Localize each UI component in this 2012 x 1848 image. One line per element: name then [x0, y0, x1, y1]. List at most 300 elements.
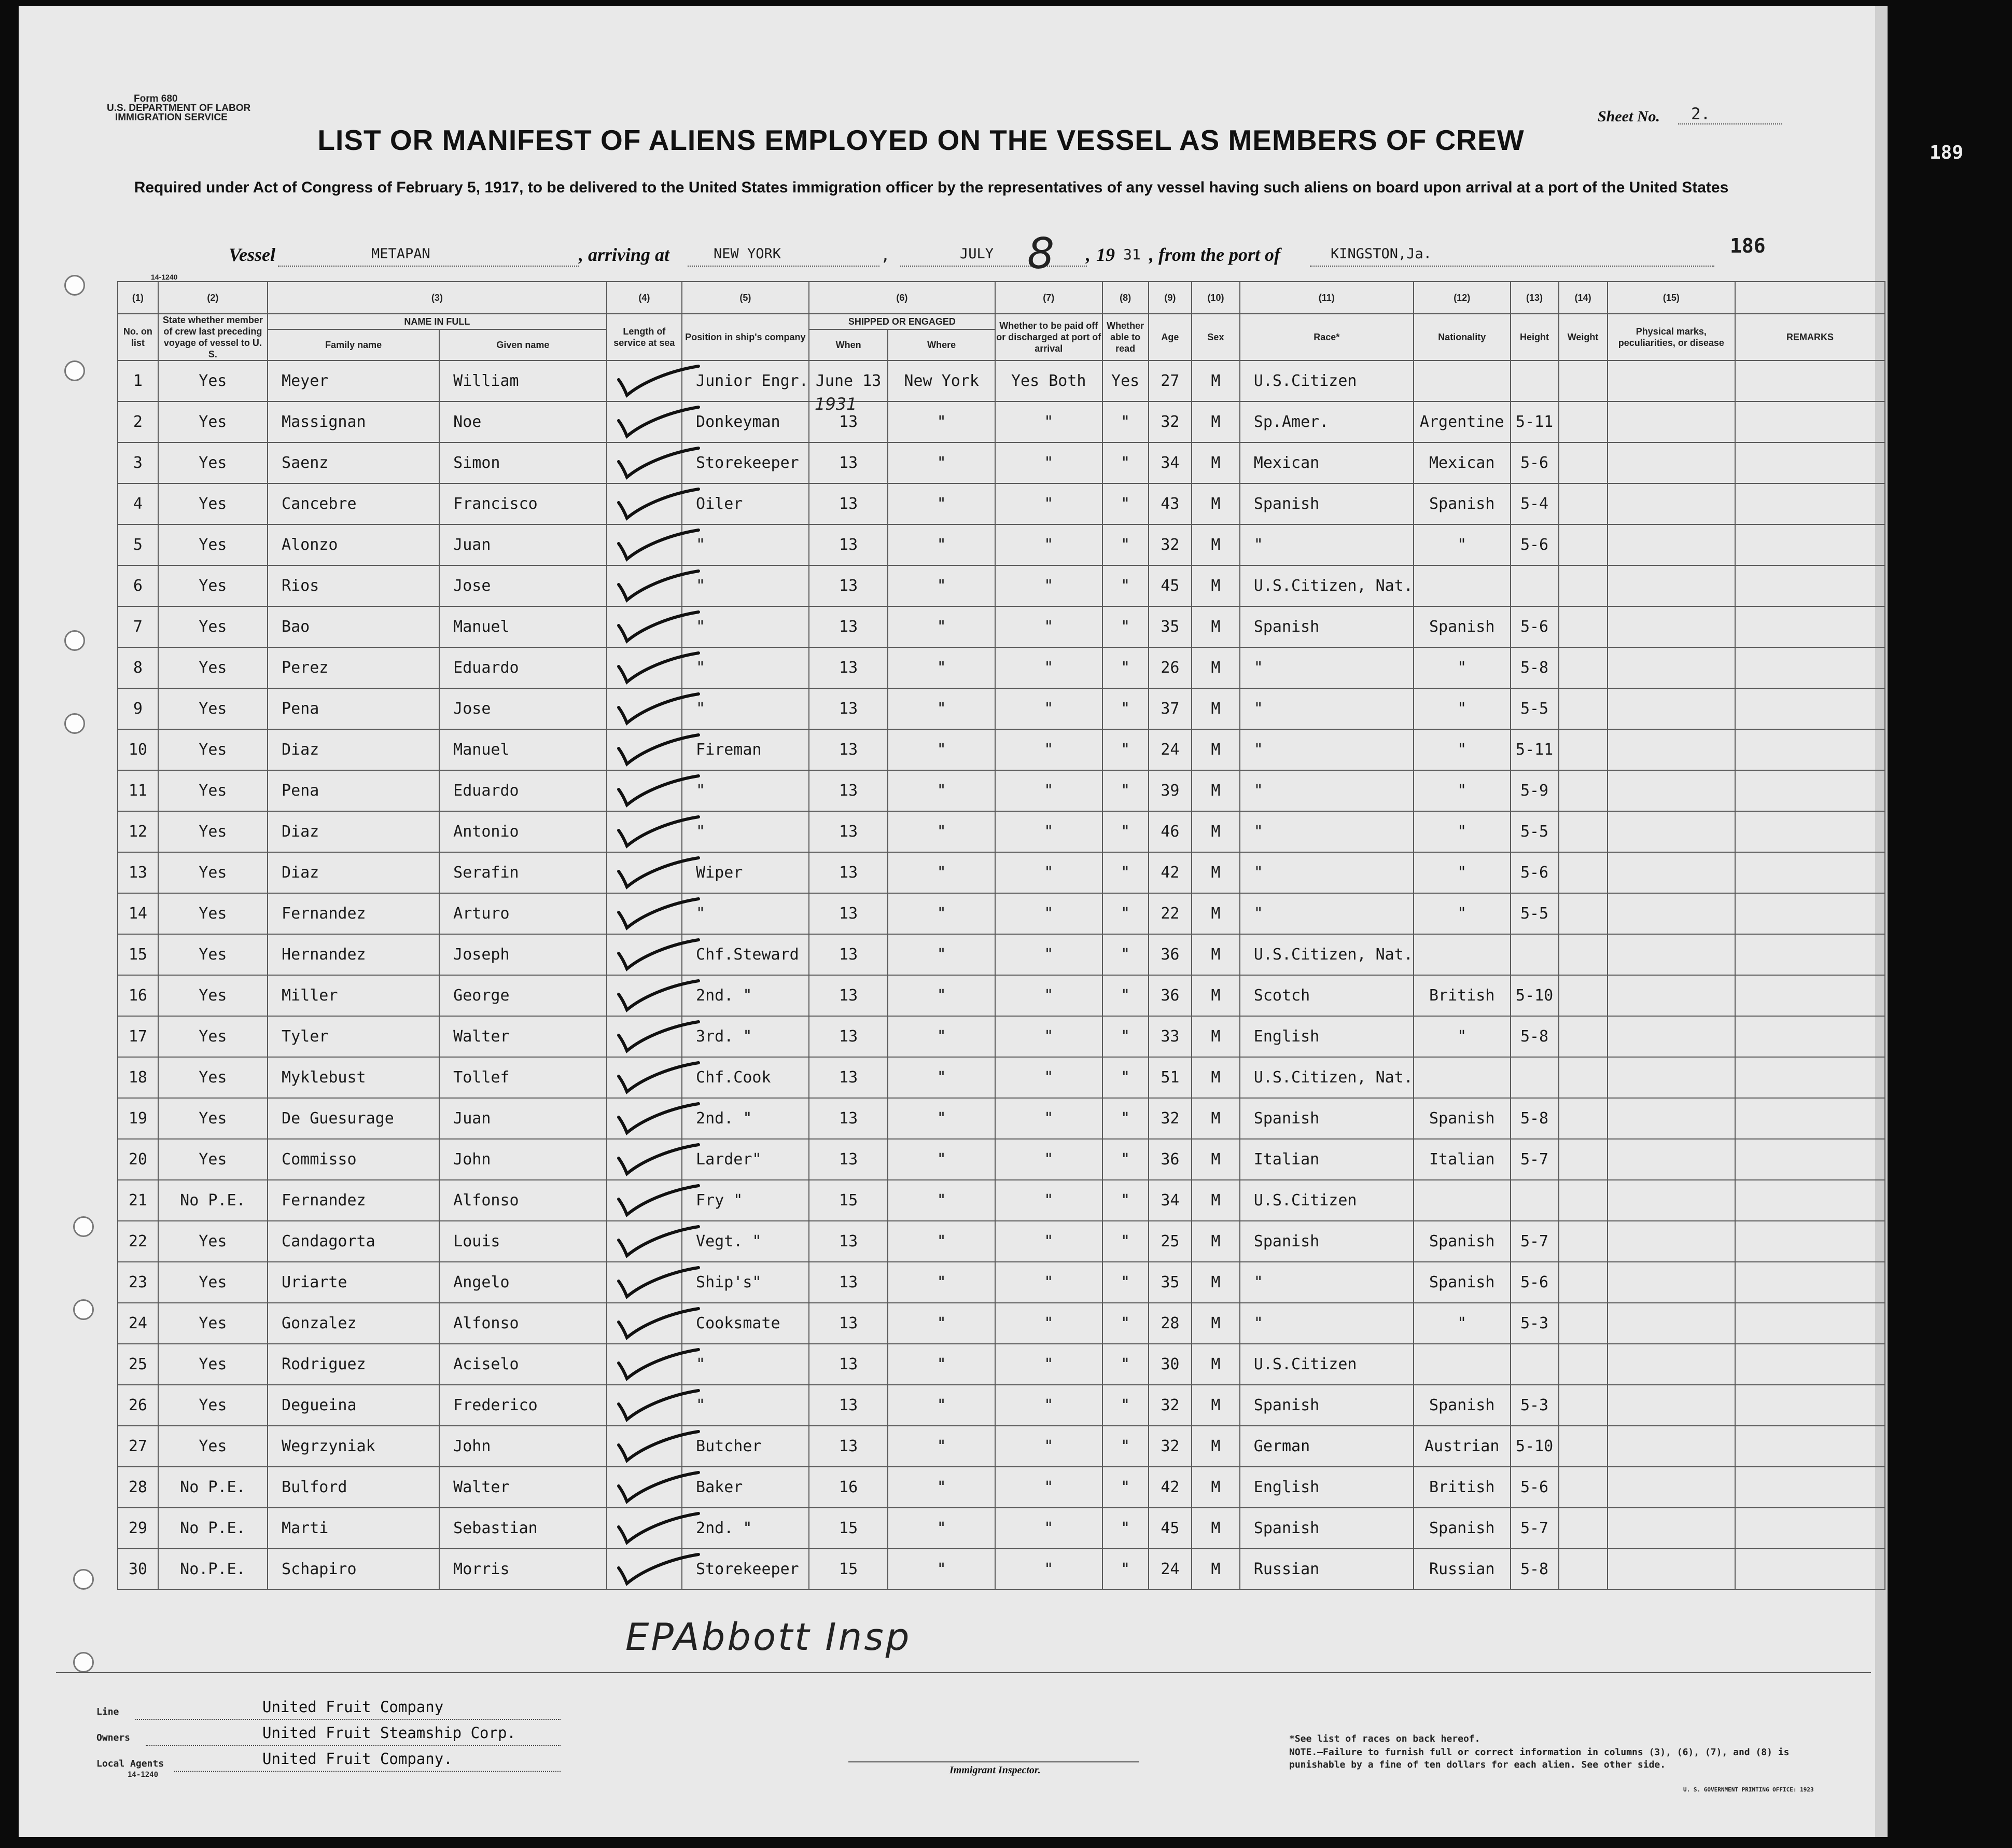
nationality-cell — [1414, 360, 1511, 401]
checkmark-icon — [609, 1469, 703, 1506]
nationality-cell: " — [1414, 688, 1511, 729]
table-row — [118, 1057, 1885, 1098]
nationality-cell: Spanish — [1414, 1385, 1511, 1426]
col-header-where: Where — [888, 329, 995, 360]
given-name-cell: Juan — [439, 524, 607, 565]
position-cell: 3rd. " — [682, 1016, 809, 1057]
remarks-cell — [1735, 729, 1885, 770]
form-service: IMMIGRATION SERVICE — [115, 112, 228, 123]
shipped-when-cell: 13 — [809, 811, 888, 852]
physical-marks-cell — [1608, 811, 1735, 852]
physical-marks-cell — [1608, 1098, 1735, 1139]
arrival-month: JULY — [960, 246, 994, 262]
row-number: 5 — [118, 524, 158, 565]
arrival-year-suffix: 31 — [1123, 246, 1141, 263]
paid-off-cell: " — [995, 934, 1102, 975]
given-name-cell: Serafin — [439, 852, 607, 893]
shipped-when-cell: 13 — [809, 1385, 888, 1426]
able-to-read-cell: " — [1102, 770, 1149, 811]
service-check-cell — [607, 811, 682, 852]
owners-label: Owners — [96, 1732, 131, 1743]
shipped-where-cell: " — [888, 647, 995, 688]
nationality-cell: " — [1414, 893, 1511, 934]
nationality-cell — [1414, 565, 1511, 606]
checkmark-icon — [609, 1305, 703, 1342]
position-cell: " — [682, 606, 809, 647]
paid-off-cell: " — [995, 1508, 1102, 1549]
given-name-cell: Morris — [439, 1549, 607, 1590]
shipped-when-cell: 13 — [809, 442, 888, 483]
stamp-number-top: 189 — [1930, 142, 1964, 163]
age-cell: 32 — [1149, 1385, 1192, 1426]
paid-off-cell: " — [995, 893, 1102, 934]
position-cell: Cooksmate — [682, 1303, 809, 1344]
family-name-cell: Commisso — [268, 1139, 439, 1180]
service-check-cell — [607, 1344, 682, 1385]
service-check-cell — [607, 729, 682, 770]
col-header-physical: Physical marks, peculiarities, or disease — [1608, 314, 1735, 360]
table-row — [118, 606, 1885, 647]
shipped-where-cell: " — [888, 1139, 995, 1180]
nationality-cell: Mexican — [1414, 442, 1511, 483]
paid-off-cell: " — [995, 1016, 1102, 1057]
prev-voyage-cell: Yes — [158, 483, 268, 524]
shipped-where-cell: " — [888, 811, 995, 852]
row-number: 28 — [118, 1467, 158, 1508]
shipped-when-cell: 13 — [809, 1098, 888, 1139]
col-num-12: (12) — [1414, 282, 1511, 314]
physical-marks-cell — [1608, 1139, 1735, 1180]
remarks-cell — [1735, 1344, 1885, 1385]
shipped-when-cell: 13 — [809, 1016, 888, 1057]
position-cell: Donkeyman — [682, 401, 809, 442]
service-check-cell — [607, 360, 682, 401]
nationality-cell — [1414, 1180, 1511, 1221]
height-cell: 5-9 — [1511, 770, 1559, 811]
age-cell: 37 — [1149, 688, 1192, 729]
position-cell: Storekeeper — [682, 1549, 809, 1590]
checkmark-icon — [609, 1224, 703, 1260]
able-to-read-cell: " — [1102, 1303, 1149, 1344]
weight-cell — [1559, 1303, 1608, 1344]
physical-marks-cell — [1608, 1467, 1735, 1508]
service-check-cell — [607, 1467, 682, 1508]
shipped-when-cell: 13 — [809, 1344, 888, 1385]
prev-voyage-cell: Yes — [158, 852, 268, 893]
shipped-when-cell: 13 — [809, 1057, 888, 1098]
col-num-1: (1) — [118, 282, 158, 314]
position-cell: Fireman — [682, 729, 809, 770]
table-row — [118, 1180, 1885, 1221]
remarks-cell — [1735, 1180, 1885, 1221]
paid-off-cell: " — [995, 524, 1102, 565]
sex-cell: M — [1192, 1344, 1240, 1385]
arrival-year-prefix: 19 — [1096, 244, 1115, 265]
row-number: 2 — [118, 401, 158, 442]
note-text: NOTE.—Failure to furnish full or correct information in columns (3), (6), (7), and (8) is punishable by a fine of ten dollars for each alien. See other side. — [1289, 1747, 1790, 1770]
prev-voyage-cell: Yes — [158, 565, 268, 606]
row-number: 11 — [118, 770, 158, 811]
punch-hole — [64, 360, 85, 381]
prev-voyage-cell: Yes — [158, 647, 268, 688]
sex-cell: M — [1192, 1057, 1240, 1098]
weight-cell — [1559, 1180, 1608, 1221]
race-cell: U.S.Citizen, Nat. — [1240, 934, 1414, 975]
shipped-when-cell: 13 — [809, 852, 888, 893]
position-cell: Baker — [682, 1467, 809, 1508]
given-name-cell: Noe — [439, 401, 607, 442]
paid-off-cell: Yes Both — [995, 360, 1102, 401]
position-cell: Oiler — [682, 483, 809, 524]
nationality-cell — [1414, 934, 1511, 975]
height-cell: 5-4 — [1511, 483, 1559, 524]
race-cell: U.S.Citizen, Nat. — [1240, 1057, 1414, 1098]
given-name-cell: Alfonso — [439, 1303, 607, 1344]
weight-cell — [1559, 401, 1608, 442]
height-cell — [1511, 1344, 1559, 1385]
position-cell: Wiper — [682, 852, 809, 893]
checkmark-icon — [609, 855, 703, 891]
height-cell: 5-5 — [1511, 688, 1559, 729]
row-number: 15 — [118, 934, 158, 975]
service-check-cell — [607, 1139, 682, 1180]
punch-hole — [73, 1299, 94, 1320]
paid-off-cell: " — [995, 1180, 1102, 1221]
col-header-age: Age — [1149, 314, 1192, 360]
age-cell: 32 — [1149, 1426, 1192, 1467]
weight-cell — [1559, 524, 1608, 565]
race-cell: U.S.Citizen — [1240, 1344, 1414, 1385]
physical-marks-cell — [1608, 975, 1735, 1016]
table-row — [118, 688, 1885, 729]
print-code: 14-1240 — [151, 273, 178, 281]
prev-voyage-cell: Yes — [158, 1344, 268, 1385]
vessel-name: METAPAN — [371, 246, 430, 262]
race-cell: Scotch — [1240, 975, 1414, 1016]
prev-voyage-cell: No P.E. — [158, 1508, 268, 1549]
paid-off-cell: " — [995, 729, 1102, 770]
checkmark-icon — [609, 445, 703, 481]
table-row — [118, 729, 1885, 770]
physical-marks-cell — [1608, 1262, 1735, 1303]
height-cell: 5-6 — [1511, 1262, 1559, 1303]
family-name-cell: Degueina — [268, 1385, 439, 1426]
physical-marks-cell — [1608, 647, 1735, 688]
height-cell: 5-3 — [1511, 1303, 1559, 1344]
checkmark-icon — [609, 1265, 703, 1301]
able-to-read-cell: " — [1102, 1385, 1149, 1426]
punch-hole — [64, 713, 85, 734]
checkmark-icon — [609, 896, 703, 932]
remarks-cell — [1735, 1016, 1885, 1057]
race-cell: " — [1240, 770, 1414, 811]
physical-marks-cell — [1608, 893, 1735, 934]
weight-cell — [1559, 975, 1608, 1016]
remarks-cell — [1735, 770, 1885, 811]
checkmark-icon — [609, 1183, 703, 1219]
sex-cell: M — [1192, 1303, 1240, 1344]
row-number: 19 — [118, 1098, 158, 1139]
weight-cell — [1559, 770, 1608, 811]
height-cell: 5-7 — [1511, 1221, 1559, 1262]
paid-off-cell: " — [995, 975, 1102, 1016]
shipped-when-cell: 13 — [809, 1262, 888, 1303]
age-cell: 42 — [1149, 852, 1192, 893]
age-cell: 36 — [1149, 975, 1192, 1016]
paid-off-cell: " — [995, 1262, 1102, 1303]
able-to-read-cell: " — [1102, 483, 1149, 524]
weight-cell — [1559, 852, 1608, 893]
shipped-where-cell: " — [888, 483, 995, 524]
table-row — [118, 524, 1885, 565]
sex-cell: M — [1192, 1385, 1240, 1426]
nationality-cell: Spanish — [1414, 483, 1511, 524]
col-header-when: When — [809, 329, 888, 360]
able-to-read-cell: " — [1102, 893, 1149, 934]
page-title: LIST OR MANIFEST OF ALIENS EMPLOYED ON THE VESSEL AS MEMBERS OF CREW — [317, 124, 1525, 156]
physical-marks-cell — [1608, 1426, 1735, 1467]
family-name-cell: Fernandez — [268, 893, 439, 934]
table-row — [118, 442, 1885, 483]
col-num-11: (11) — [1240, 282, 1414, 314]
remarks-cell — [1735, 483, 1885, 524]
sex-cell: M — [1192, 647, 1240, 688]
race-cell: Spanish — [1240, 483, 1414, 524]
checkmark-icon — [609, 1346, 703, 1383]
checkmark-icon — [609, 650, 703, 686]
prev-voyage-cell: Yes — [158, 688, 268, 729]
checkmark-icon — [609, 732, 703, 768]
position-cell: Vegt. " — [682, 1221, 809, 1262]
remarks-cell — [1735, 360, 1885, 401]
prev-voyage-cell: Yes — [158, 1057, 268, 1098]
given-name-cell: Manuel — [439, 729, 607, 770]
col-header-weight: Weight — [1559, 314, 1608, 360]
shipped-where-cell: " — [888, 1262, 995, 1303]
nationality-cell: Spanish — [1414, 1221, 1511, 1262]
sex-cell: M — [1192, 811, 1240, 852]
age-cell: 45 — [1149, 565, 1192, 606]
remarks-cell — [1735, 852, 1885, 893]
row-number: 3 — [118, 442, 158, 483]
checkmark-icon — [609, 1142, 703, 1178]
given-name-cell: Eduardo — [439, 647, 607, 688]
shipped-when-cell: 13 — [809, 770, 888, 811]
able-to-read-cell: " — [1102, 1467, 1149, 1508]
race-cell: " — [1240, 688, 1414, 729]
position-cell: Larder" — [682, 1139, 809, 1180]
checkmark-icon — [609, 1551, 703, 1588]
shipped-when-cell: 13 — [809, 729, 888, 770]
shipped-when-cell: 15 — [809, 1508, 888, 1549]
row-number: 12 — [118, 811, 158, 852]
shipped-when-cell: 13 — [809, 565, 888, 606]
table-row — [118, 1262, 1885, 1303]
form-department: U.S. DEPARTMENT OF LABOR — [107, 103, 251, 114]
position-cell: Chf.Cook — [682, 1057, 809, 1098]
physical-marks-cell — [1608, 1508, 1735, 1549]
punch-hole — [73, 1652, 94, 1673]
height-cell: 5-10 — [1511, 975, 1559, 1016]
able-to-read-cell: Yes — [1102, 360, 1149, 401]
given-name-cell: Walter — [439, 1016, 607, 1057]
checkmark-icon — [609, 978, 703, 1014]
position-cell: 2nd. " — [682, 1098, 809, 1139]
given-name-cell: Angelo — [439, 1262, 607, 1303]
sex-cell: M — [1192, 1262, 1240, 1303]
able-to-read-cell: " — [1102, 524, 1149, 565]
able-to-read-cell: " — [1102, 1057, 1149, 1098]
family-name-cell: Pena — [268, 770, 439, 811]
shipped-when-cell: 13 — [809, 606, 888, 647]
given-name-cell: Aciselo — [439, 1344, 607, 1385]
checkmark-icon — [609, 814, 703, 850]
line-label: Line — [96, 1706, 119, 1717]
able-to-read-cell: " — [1102, 1426, 1149, 1467]
shipped-where-cell: " — [888, 1508, 995, 1549]
age-cell: 34 — [1149, 1180, 1192, 1221]
row-number: 20 — [118, 1139, 158, 1180]
checkmark-icon — [609, 568, 703, 604]
prev-voyage-cell: Yes — [158, 729, 268, 770]
prev-voyage-cell: Yes — [158, 1303, 268, 1344]
prev-voyage-cell: Yes — [158, 934, 268, 975]
paid-off-cell: " — [995, 811, 1102, 852]
service-check-cell — [607, 647, 682, 688]
service-check-cell — [607, 1426, 682, 1467]
able-to-read-cell: " — [1102, 1262, 1149, 1303]
position-cell: 2nd. " — [682, 975, 809, 1016]
checkmark-icon — [609, 1510, 703, 1547]
paid-off-cell: " — [995, 1385, 1102, 1426]
sex-cell: M — [1192, 1016, 1240, 1057]
remarks-cell — [1735, 1303, 1885, 1344]
sex-cell: M — [1192, 1139, 1240, 1180]
shipped-when-cell: 13 — [809, 483, 888, 524]
nationality-cell: Spanish — [1414, 1262, 1511, 1303]
age-cell: 22 — [1149, 893, 1192, 934]
remarks-cell — [1735, 1508, 1885, 1549]
row-number: 25 — [118, 1344, 158, 1385]
printer-note: U. S. GOVERNMENT PRINTING OFFICE: 1923 — [1683, 1786, 1814, 1793]
given-name-cell: Simon — [439, 442, 607, 483]
family-name-cell: Massignan — [268, 401, 439, 442]
col-num-13: (13) — [1511, 282, 1559, 314]
row-number: 18 — [118, 1057, 158, 1098]
height-cell: 5-6 — [1511, 442, 1559, 483]
paid-off-cell: " — [995, 1426, 1102, 1467]
col-num-14: (14) — [1559, 282, 1608, 314]
sex-cell: M — [1192, 1180, 1240, 1221]
family-name-cell: Rodriguez — [268, 1344, 439, 1385]
service-check-cell — [607, 1098, 682, 1139]
height-cell: 5-8 — [1511, 647, 1559, 688]
physical-marks-cell — [1608, 524, 1735, 565]
col-num-5: (5) — [682, 282, 809, 314]
given-name-cell: Tollef — [439, 1057, 607, 1098]
family-name-cell: Miller — [268, 975, 439, 1016]
row-number: 6 — [118, 565, 158, 606]
punch-hole — [64, 630, 85, 651]
position-cell: " — [682, 1385, 809, 1426]
able-to-read-cell: " — [1102, 1016, 1149, 1057]
checkmark-icon — [609, 937, 703, 973]
nationality-cell: " — [1414, 852, 1511, 893]
race-cell: Spanish — [1240, 1385, 1414, 1426]
service-check-cell — [607, 1549, 682, 1590]
weight-cell — [1559, 893, 1608, 934]
manifest-sheet: Form 680 U.S. DEPARTMENT OF LABOR IMMIGRATION SERVICE Sheet No. 2. 189 LIST OR MANIFEST OF ALIENS EMPLOYED ON THE VESSEL AS MEMBERS OF CREW Required under Act of Congress of February 5, 1917, to be delivered to the United States immigration officer by the representatives of any vessel having such aliens on board upon arrival at a port of the United States Vessel METAPAN , arriving at NEW YORK , JULY 8 , 19 31 , from the port of KINGSTON,Ja. 186 14-1240 (1) (2) (3) (4) (5) (6) (7) (8) (9) (10) (11) (12) (13) (14) (15) No. on list State whether member of crew last preceding voyage of vessel to U. S. NAME IN FULL Length of service at sea Position in ship's company SHIPPED OR ENGAGED Whether to be paid off or discharged at port of arrival Whether able to read Age Sex Race* Nationality Height Weight Physical marks, peculiarities, or disease REMARKS Family name Given name When Where 1 Yes Meyer William Junior Engr. June 13 New York Yes Both Yes 27 M U.S.Citizen 2 Yes Massignan Noe Donkeyman 13 " " " 32 M Sp.Amer. Argentine 5-11 3 Yes Saenz Simon Storekeeper 13 " " " 34 M Mexican Mexican 5-6 4 Yes Cancebre Francisco Oiler 13 " " " 43 M Spanish Spanish 5-4 5 Yes Alonzo Juan " 13 " " " 32 M " " 5-6 6 Yes Rios Jose " 13 " " " 45 M U.S.Citizen, Nat. 7 Yes Bao Manuel " 13 " " " 35 M Spanish Spanish 5-6 8 Yes Perez Eduardo " 13 " " " 26 M " " 5-8 9 Yes Pena Jose " 13 " " " 37 M " " 5-5 10 Yes Diaz Manuel Fireman 13 " " " 24 M " " 5-11 11 Yes Pena Eduardo " 13 " " " 39 M " " 5-9 12 Yes Diaz Antonio " 13 " " " 46 M " " 5-5 13 Yes Diaz Serafin Wiper 13 " " " 42 M " " 5-6 14 Yes Fernandez Arturo " 13 " " " 22 M " " 5-5 15 Yes Hernandez Joseph Chf.Steward 13 " " " 36 M U.S.Citizen, Nat. 16 Yes Miller George 2nd. " 13 " " " 36 M Scotch British 5-10 17 Yes Tyler Walter 3rd. " 13 " " " 33 M English " 5-8 18 Yes Myklebust Tollef Chf.Cook 13 " " " 51 M U.S.Citizen, Nat. 19 Yes De Guesurage Juan 2nd. " 13 " " " 32 M Spanish Spanish 5-8 20 Yes Commisso John Larder" 13 " " " 36 M Italian Italian 5-7 21 No P.E. Fernandez Alfonso Fry " 15 " " " 34 M U.S.Citizen 22 Yes Candagorta Louis Vegt. " 13 " " " 25 M Spanish Spanish 5-7 23 Yes Uriarte Angelo Ship's" 13 " " " 35 M " Spanish 5-6 24 Yes Gonzalez Alfonso Cooksmate 13 " " " 28 M " " 5-3 25 Yes Rodriguez Aciselo " 13 " " " 30 M U.S.Citizen 26 Yes Degueina Frederico " 13 " " " 32 M Spanish Spanish 5-3 27 Yes Wegrzyniak John Butcher 13 " " " 32 M German Austrian 5-10 28 No P.E. Bulford Walter Baker 16 " " " 42 M English British 5-6 29 No P.E. Marti Sebastian 2nd. " 15 " " " 45 M Spanish Spanish 5-7 30 No.P.E. Schapiro Morris Storekeeper 15 " " " 24 M Russian Russian 5-8 1931 EPAbbott Insp Line United Fruit Company Owners United Fruit Steamship Corp. Local Agents United Fruit Company. 14-1240 Immigrant Inspector. *See list of races on back hereof. NOTE.—Failure to furnish full or correct information in columns (3), (6), (7), and (8) is punishable by a fine of ten dollars for each alien. See other side. U. S. GOVERNMENT PRINTING OFFICE: 1923 — [19, 6, 1885, 1837]
family-name-cell: Myklebust — [268, 1057, 439, 1098]
prev-voyage-cell: Yes — [158, 1016, 268, 1057]
given-name-cell: Jose — [439, 565, 607, 606]
family-name-cell: Bulford — [268, 1467, 439, 1508]
weight-cell — [1559, 1139, 1608, 1180]
service-check-cell — [607, 1385, 682, 1426]
table-row — [118, 1139, 1885, 1180]
physical-marks-cell — [1608, 565, 1735, 606]
height-cell: 5-3 — [1511, 1385, 1559, 1426]
height-cell — [1511, 934, 1559, 975]
weight-cell — [1559, 1057, 1608, 1098]
position-cell: Junior Engr. — [682, 360, 809, 401]
inspector-signature: EPAbbott Insp — [625, 1615, 912, 1659]
given-name-cell: Jose — [439, 688, 607, 729]
family-name-cell: Diaz — [268, 729, 439, 770]
able-to-read-cell: " — [1102, 1549, 1149, 1590]
sex-cell: M — [1192, 893, 1240, 934]
height-cell: 5-10 — [1511, 1426, 1559, 1467]
row-number: 30 — [118, 1549, 158, 1590]
family-name-cell: Fernandez — [268, 1180, 439, 1221]
family-name-cell: Diaz — [268, 852, 439, 893]
table-row — [118, 1303, 1885, 1344]
paid-off-cell: " — [995, 606, 1102, 647]
service-check-cell — [607, 1262, 682, 1303]
family-name-cell: Rios — [268, 565, 439, 606]
physical-marks-cell — [1608, 483, 1735, 524]
remarks-cell — [1735, 647, 1885, 688]
sex-cell: M — [1192, 934, 1240, 975]
col-header-race: Race* — [1240, 314, 1414, 360]
race-cell: U.S.Citizen, Nat. — [1240, 565, 1414, 606]
table-row — [118, 934, 1885, 975]
shipped-when-cell: 13 — [809, 647, 888, 688]
prev-voyage-cell: Yes — [158, 1426, 268, 1467]
remarks-cell — [1735, 1426, 1885, 1467]
row-number: 26 — [118, 1385, 158, 1426]
race-cell: " — [1240, 729, 1414, 770]
race-cell: U.S.Citizen — [1240, 360, 1414, 401]
given-name-cell: Walter — [439, 1467, 607, 1508]
arrival-port: NEW YORK — [714, 246, 781, 262]
paid-off-cell: " — [995, 1057, 1102, 1098]
col-header-height: Height — [1511, 314, 1559, 360]
able-to-read-cell: " — [1102, 1180, 1149, 1221]
shipped-where-cell: " — [888, 1303, 995, 1344]
service-check-cell — [607, 852, 682, 893]
prev-voyage-cell: Yes — [158, 524, 268, 565]
table-row — [118, 360, 1885, 401]
family-name-cell: Alonzo — [268, 524, 439, 565]
checkmark-icon — [609, 1387, 703, 1424]
sex-cell: M — [1192, 606, 1240, 647]
remarks-cell — [1735, 893, 1885, 934]
shipped-where-cell: " — [888, 1467, 995, 1508]
position-cell: " — [682, 811, 809, 852]
physical-marks-cell — [1608, 688, 1735, 729]
shipped-where-cell: New York — [888, 360, 995, 401]
